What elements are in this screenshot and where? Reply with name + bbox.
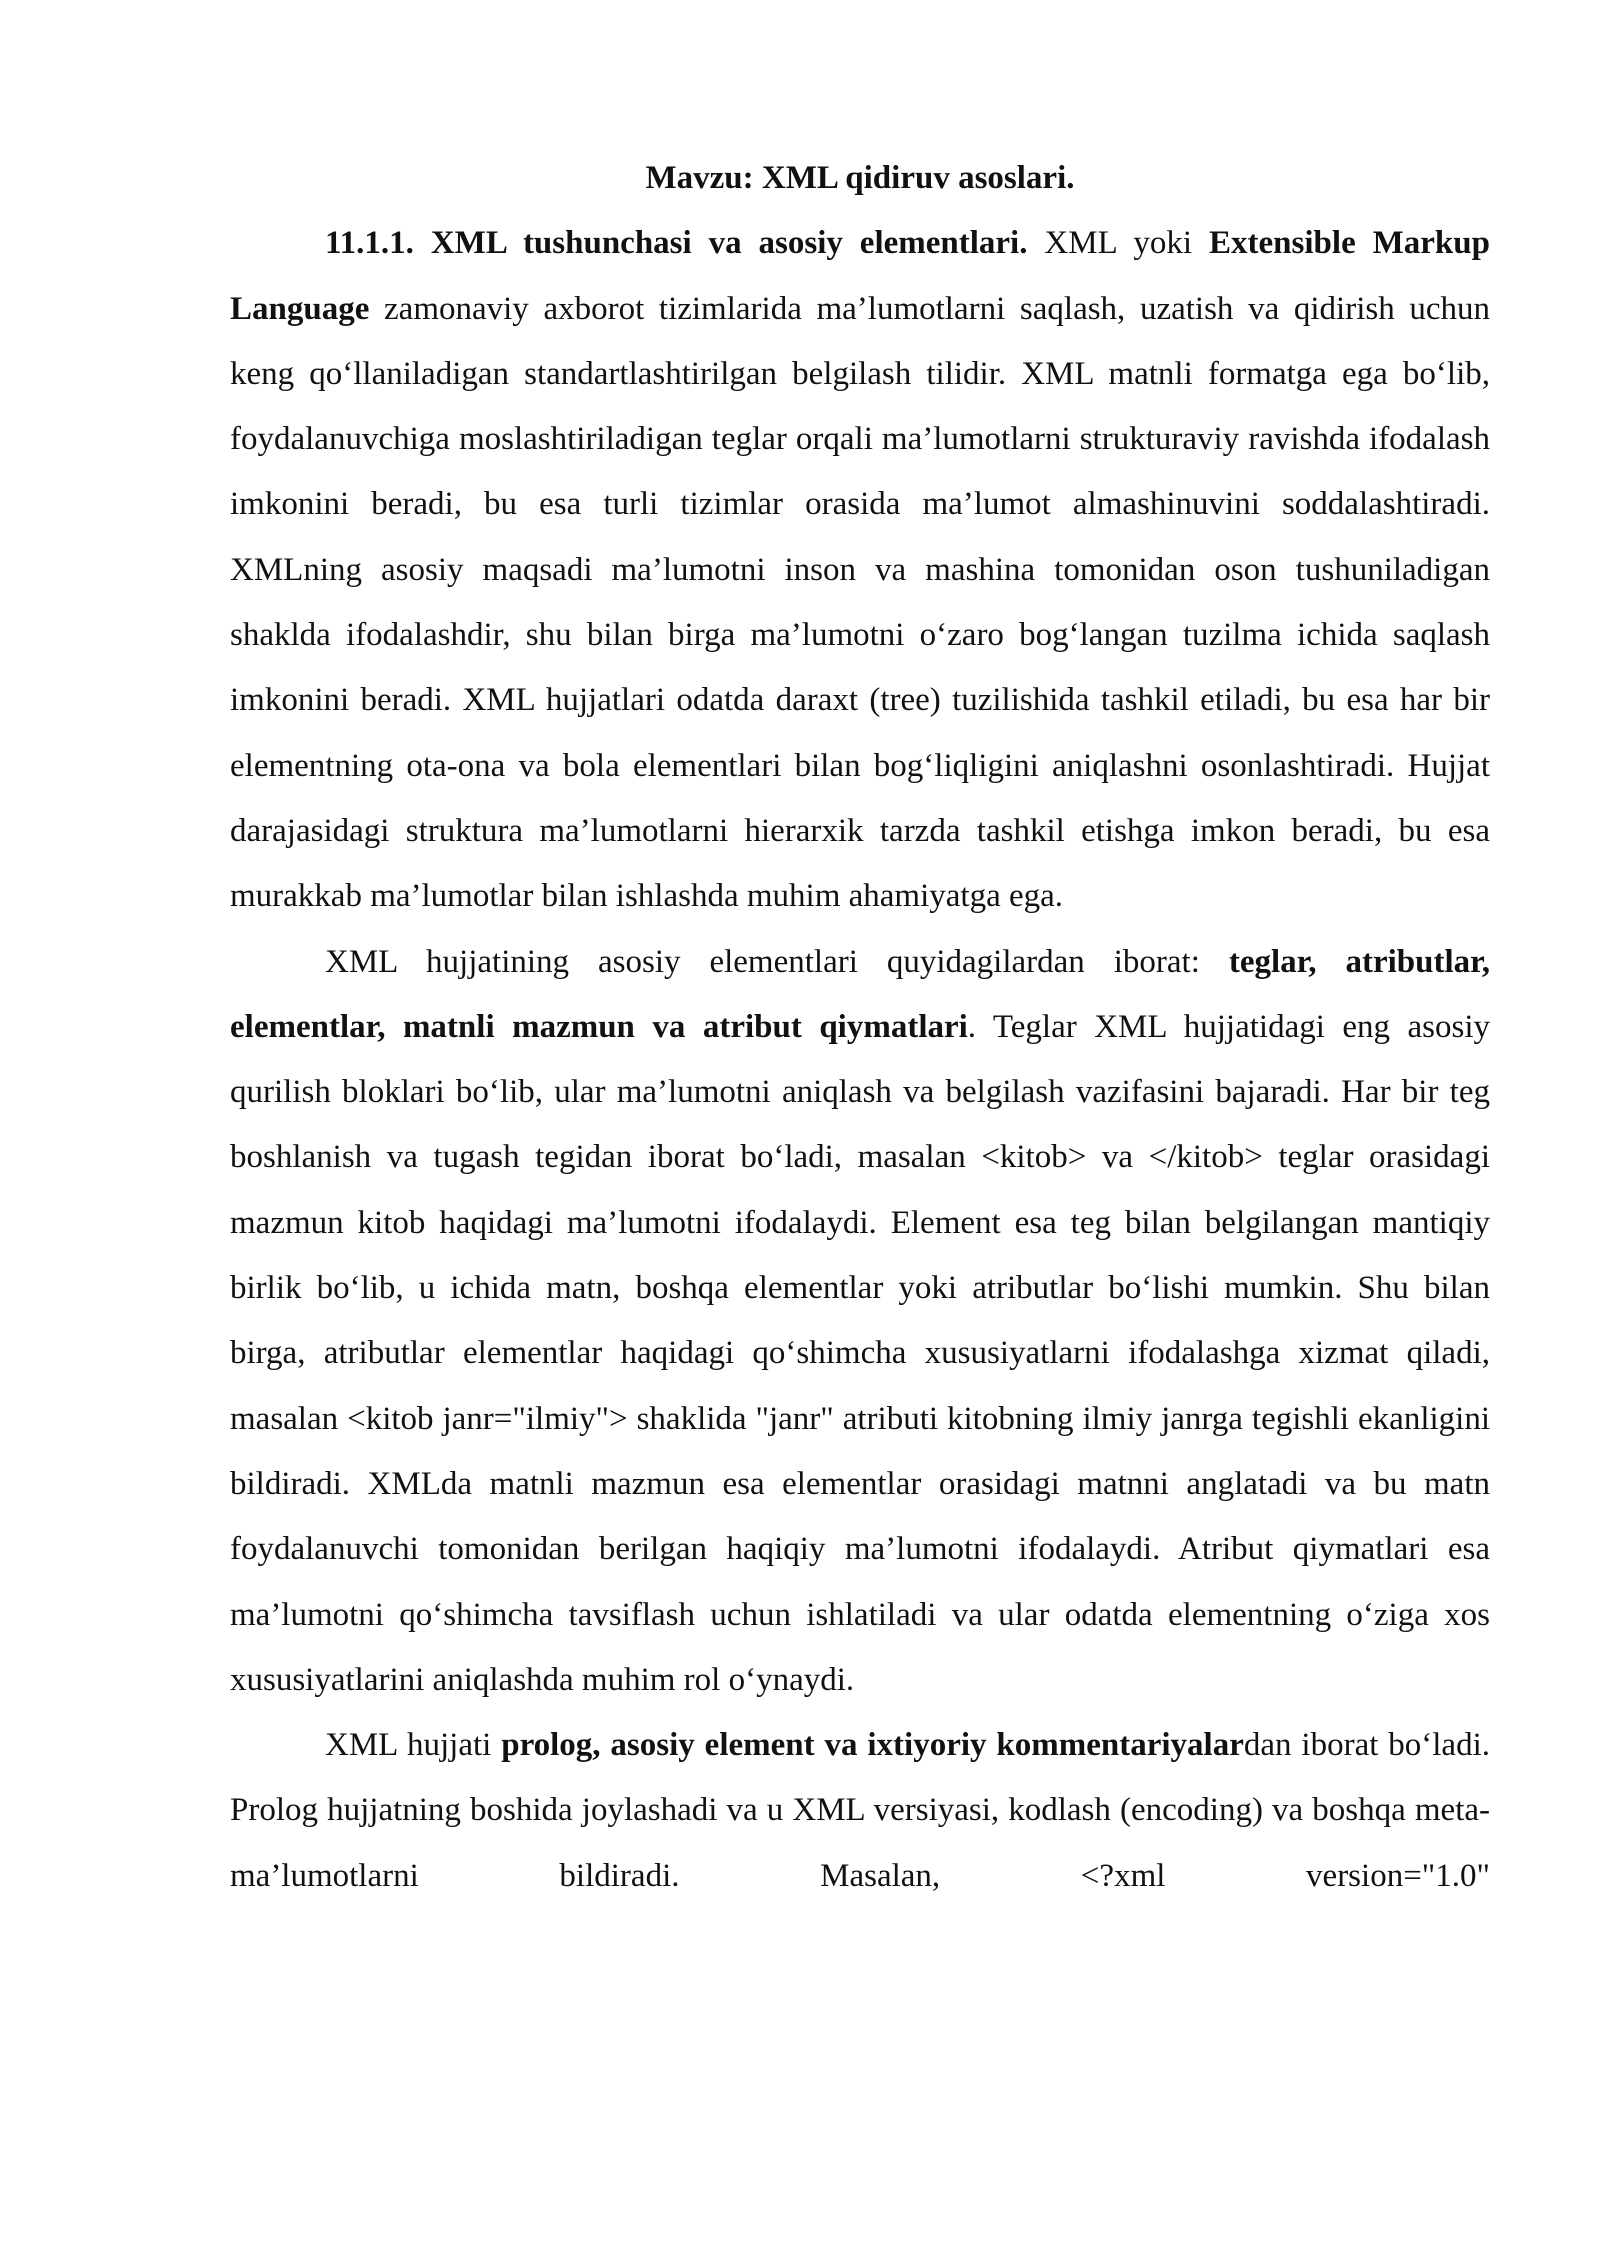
paragraph-2-bold-terms: teglar, atributlar, elementlar, matnli mazmun va atribut qiymatlari <box>230 943 1490 1045</box>
paragraph-1-text-a: XML yoki <box>1027 225 1210 262</box>
paragraph-3-bold-terms: prolog, asosiy element va ixtiyoriy kommentariyalar <box>501 1727 1244 1764</box>
paragraph-3-text-a: XML hujjati <box>325 1727 502 1764</box>
section-heading: 11.1.1. XML tushunchasi va asosiy elementlari. <box>325 225 1028 262</box>
document-body <box>230 146 1490 1909</box>
paragraph-1-bold-term: Extensible Markup Language <box>230 225 1490 327</box>
paragraph-2-text-a: XML hujjatining asosiy elementlari quyidagilardan iborat: <box>325 943 1229 980</box>
paragraph-1-text-b: zamonaviy axborot tizimlarida ma’lumotlarni saqlash, uzatish va qidirish uchun keng qo‘llaniladigan standartlashtirilgan belgilash tilidir. XML matnli formatga ega bo‘lib, foydalanuvchiga moslashtiriladigan teglar orqali ma’lumotlarni strukturaviy ravishda ifodalash imkonini beradi, bu esa turli tizimlar orasida ma’lumot almashinuvini soddalashtiradi. XMLning asosiy maqsadi ma’lumotni inson va mashina tomonidan oson tushuniladigan shaklda ifodalashdir, shu bilan birga ma’lumotni o‘zaro bog‘langan tuzilma ichida saqlash imkonini beradi. XML hujjatlari odatda daraxt (tree) tuzilishida tashkil etiladi, bu esa har bir elementning ota-ona va bola elementlari bilan bog‘liqligini aniqlashni osonlashtiradi. Hujjat darajasidagi struktura ma’lumotlarni hierarxik tarzda tashkil etishga imkon beradi, bu esa murakkab ma’lumotlar bilan ishlashda muhim ahamiyatga ega. <box>230 290 1490 915</box>
paragraph-2-text-b: . Teglar XML hujjatidagi eng asosiy qurilish bloklari bo‘lib, ular ma’lumotni aniqlash va belgilash vazifasini bajaradi. Har bir teg boshlanish va tugash tegidan iborat bo‘ladi, masalan <kitob> va </kitob> teglar orasidagi mazmun kitob haqidagi ma’lumotni ifodalaydi. Element esa teg bilan belgilangan mantiqiy birlik bo‘lib, u ichida matn, boshqa elementlar yoki atributlar bo‘lishi mumkin. Shu bilan birga, atributlar elementlar haqidagi qo‘shimcha xususiyatlarni ifodalashga xizmat qiladi, masalan <kitob janr="ilmiy"> shaklida "janr" atributi kitobning ilmiy janrga tegishli ekanligini bildiradi. XMLda matnli mazmun esa elementlar orasidagi matnni anglatadi va bu matn foydalanuvchi tomonidan berilgan haqiqiy ma’lumotni ifodalaydi. Atribut qiymatlari esa ma’lumotni qo‘shimcha tavsiflash uchun ishlatiladi va ular odatda elementning o‘ziga xos xususiyatlarini aniqlashda muhim rol o‘ynaydi. <box>230 1008 1490 1698</box>
page-title: Mavzu: XML qidiruv asoslari. <box>645 160 1075 196</box>
paragraph-3-text-b: dan iborat bo‘ladi. Prolog hujjatning boshida joylashadi va u XML versiyasi, kodlash (encoding) va boshqa meta-ma’lumotlarni bildiradi. Masalan, <?xml version="1.0" <box>230 1727 1490 1894</box>
paragraph-3 <box>230 1713 1490 1909</box>
paragraph-2 <box>230 930 1490 1714</box>
paragraph-1 <box>230 211 1490 929</box>
